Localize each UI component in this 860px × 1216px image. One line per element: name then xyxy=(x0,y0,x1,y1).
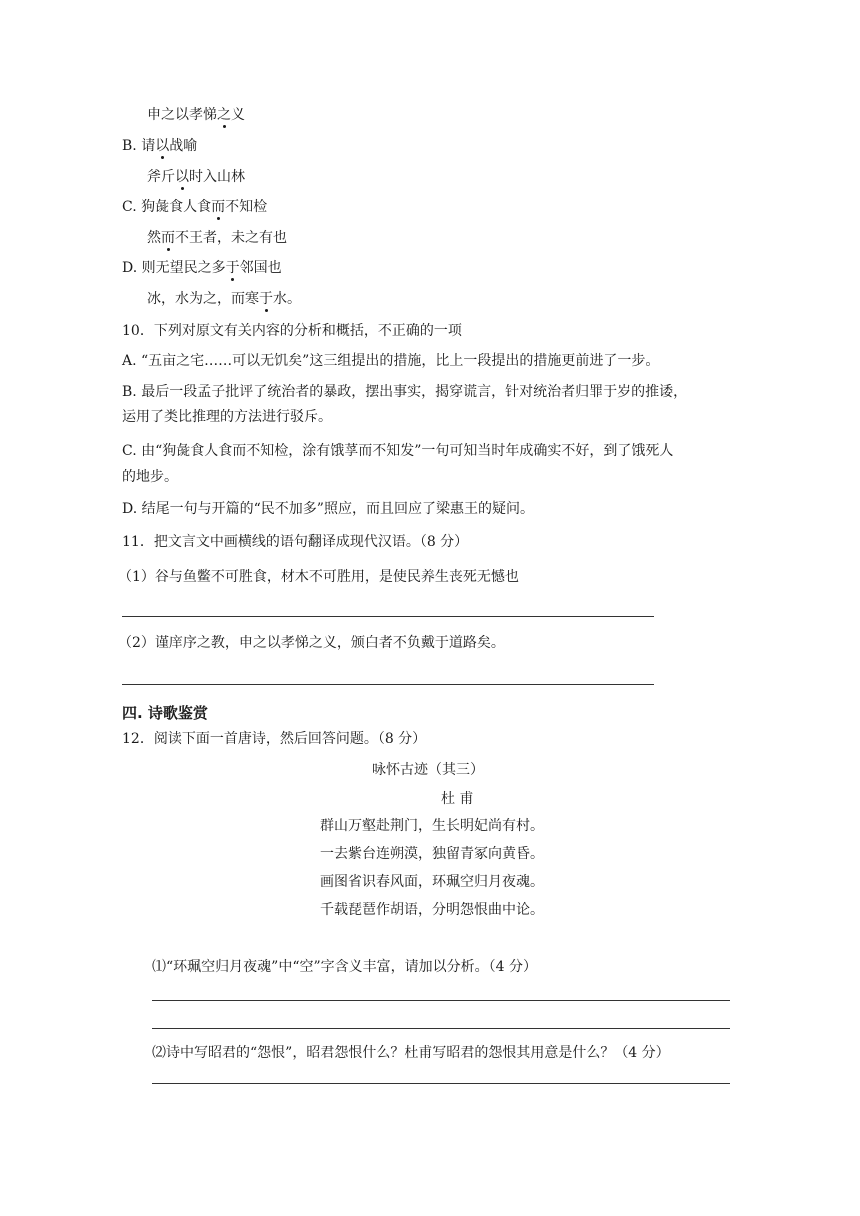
section-heading: 四. 诗歌鉴赏 xyxy=(122,704,208,722)
text-segment: 时入山林 xyxy=(189,169,245,185)
q9-option-d-line1 xyxy=(122,259,282,277)
answer-line-2 xyxy=(122,684,654,685)
q10-stem: 10．下列对原文有关内容的分析和概括，不正确的一项 xyxy=(122,323,462,339)
text-segment: 不王者，未之有也 xyxy=(175,230,287,246)
text-segment: 战喻 xyxy=(169,138,198,154)
poem-line-4: 千载琵琶作胡语，分明怨恨曲中论。 xyxy=(320,902,544,918)
text-segment: 冰，水为之，而寒 xyxy=(147,291,259,307)
text-segment: D. 则无望民之多 xyxy=(122,260,226,276)
q9-option-b-line2 xyxy=(147,168,245,186)
q10-option-b-line1: B. 最后一段孟子批评了统治者的暴政，摆出事实，揭穿谎言，针对统治者归罪于岁的推诿， xyxy=(122,384,688,400)
answer-line-3 xyxy=(152,1000,730,1001)
q9-option-c-line1 xyxy=(122,198,267,216)
q9-option-b-line1 xyxy=(122,137,197,155)
dotted-char: 之 xyxy=(217,107,231,123)
dotted-char: 以 xyxy=(175,169,189,185)
text-segment: 然 xyxy=(147,230,161,246)
answer-line-4 xyxy=(152,1028,730,1029)
text-segment: 申之以孝悌 xyxy=(147,107,217,123)
text-segment: 斧斤 xyxy=(147,169,175,185)
text-segment: 不知检 xyxy=(225,199,268,215)
q12-stem: 12．阅读下面一首唐诗，然后回答问题。（8 分） xyxy=(122,731,427,747)
text-segment: 邻国也 xyxy=(239,260,282,276)
q12-sub-2: ⑵诗中写昭君的“怨恨”，昭君怨恨什么？杜甫写昭君的怨恨其用意是什么？（4 分） xyxy=(152,1045,670,1061)
text-segment: 水。 xyxy=(273,291,301,307)
text-segment: B. 请 xyxy=(122,138,156,154)
q10-option-c-line2: 的地步。 xyxy=(122,469,178,485)
poem-line-3: 画图省识春风面，环珮空归月夜魂。 xyxy=(320,874,544,890)
text-segment: 义 xyxy=(231,107,245,123)
q10-option-a: A. “五亩之宅……可以无饥矣”这三组提出的措施，比上一段提出的措施更前进了一步。 xyxy=(122,353,660,369)
dotted-char: 于 xyxy=(225,260,240,276)
q10-option-c-line1: C. 由“狗彘食人食而不知检，涂有饿莩而不知发”一句可知当时年成确实不好，到了饿死人 xyxy=(122,443,674,459)
q11-sentence-1: （1）谷与鱼鳖不可胜食，材木不可胜用，是使民养生丧死无憾也 xyxy=(118,569,519,585)
dotted-char: 以 xyxy=(155,138,170,154)
poem-line-1: 群山万壑赴荆门，生长明妃尚有村。 xyxy=(320,818,544,834)
dotted-char: 于 xyxy=(259,291,273,307)
q10-option-d: D. 结尾一句与开篇的“民不加多”照应，而且回应了梁惠王的疑问。 xyxy=(122,501,534,517)
answer-line-1 xyxy=(122,616,654,617)
dotted-char: 而 xyxy=(161,230,175,246)
poem-line-2: 一去紫台连朔漠，独留青冢向黄昏。 xyxy=(320,846,544,862)
q11-stem: 11．把文言文中画横线的语句翻译成现代汉语。（8 分） xyxy=(122,534,469,550)
q10-option-b-line2: 运用了类比推理的方法进行驳斥。 xyxy=(122,409,332,425)
poem-title: 咏怀古迹（其三） xyxy=(372,762,484,778)
q11-sentence-2: （2）谨庠序之教，申之以孝悌之义，颁白者不负戴于道路矣。 xyxy=(118,635,505,651)
poet-name: 杜 甫 xyxy=(441,791,474,807)
dotted-char: 而 xyxy=(211,199,226,215)
q9-option-c-line2 xyxy=(147,229,287,247)
text-segment: C. 狗彘食人食 xyxy=(122,199,212,215)
answer-line-5 xyxy=(152,1083,730,1084)
q9-option-a-line2 xyxy=(147,106,245,124)
q9-option-d-line2 xyxy=(147,290,301,308)
q12-sub-1: ⑴“环珮空归月夜魂”中“空”字含义丰富，请加以分析。（4 分） xyxy=(152,959,537,975)
